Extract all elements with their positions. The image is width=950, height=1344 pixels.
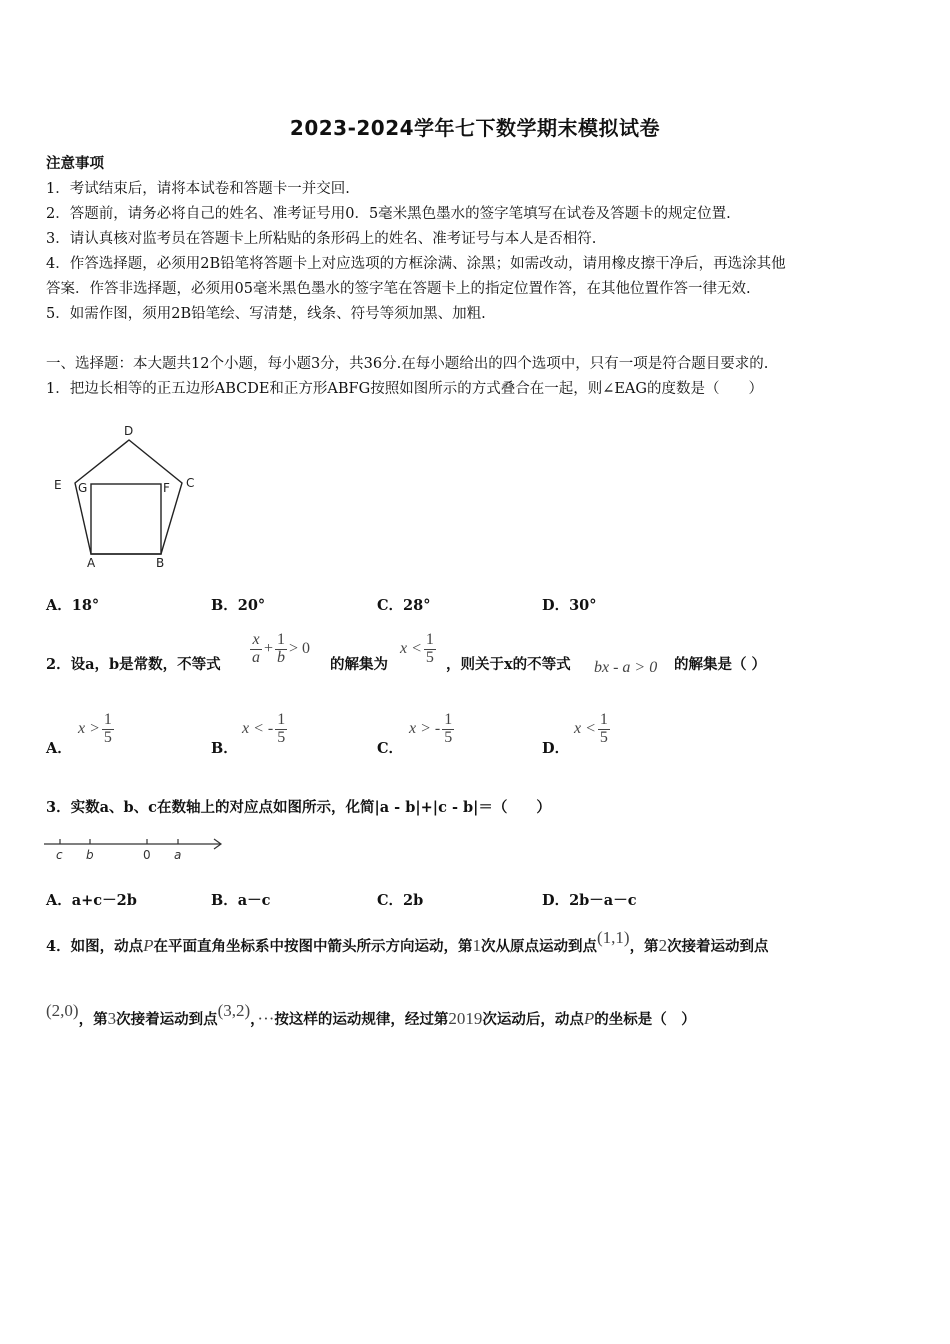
question-4-line-1: 4．如图，动点P在平面直角坐标系中按图中箭头所示方向运动，第1次从原点运动到点(1,1)，第2次接着运动到点 [46,928,769,955]
question-1-text: 1．把边长相等的正五边形ABCDE和正方形ABFG按照如图所示的方式叠合在一起，则∠EAG的度数是（ ） [46,381,763,397]
notice-heading: 注意事项 [46,155,104,172]
q2-inequality-2: bx - a > 0 [594,659,658,676]
q2-inequality-1: $\frac{x}{a}$ + $\frac{1}{b}$ > 0 [252,631,311,666]
q3-option-c: C．2b [377,892,424,909]
q3-option-b: B．a－c [211,892,271,909]
q2-option-c-label: C． [377,740,404,757]
question-4-line-2: (2,0)，第3次接着运动到点(3,2)，···按这样的运动规律，经过第2019次运动后，动点P的坐标是（ ） [46,1001,696,1028]
q2-option-a-expr: x > $\frac{1}{5}$ [78,711,112,746]
page-title: 2023-2024学年七下数学期末模拟试卷 [289,116,661,140]
question-3-text: 3．实数a、b、c在数轴上的对应点如图所示，化简|a - b|+|c - b|＝（ ） [46,799,551,816]
axis-label-a: a [174,848,182,862]
q1-option-b: B．20° [211,597,266,614]
q2-prefix: 2．设a，b是常数，不等式 [46,656,221,673]
notice-item: 1．考试结束后，请将本试卷和答题卡一并交回. [46,181,350,197]
axis-label-c: c [56,848,63,862]
q2-option-c-expr: x > - $\frac{1}{5}$ [409,711,453,746]
label-B: B [156,556,165,570]
q3-option-a: A．a+c－2b [46,892,137,909]
notice-item: 5．如需作图，须用2B铅笔绘、写清楚，线条、符号等须加黑、加粗. [46,306,486,322]
q2-solution-set: x < $\frac{1}{5}$ [400,631,434,666]
notice-item: 答案．作答非选择题，必须用05毫米黑色墨水的签字笔在答题卡上的指定位置作答，在其他位置作答一律无效. [46,281,751,297]
q2-suffix: 的解集是（ ） [674,656,767,673]
q2-option-b-label: B． [211,740,238,757]
axis-label-b: b [86,848,94,862]
q2-mid2: ，则关于x的不等式 [446,656,571,673]
q2-mid1: 的解集为 [330,656,388,673]
q3-option-d: D．2b－a－c [542,892,637,909]
axis-label-0: 0 [143,848,151,862]
q2-option-b-expr: x < - $\frac{1}{5}$ [242,711,286,746]
pentagon-square-figure [50,420,210,572]
notice-item: 2．答题前，请务必将自己的姓名、准考证号用0．5毫米黑色墨水的签字笔填写在试卷及答题卡的规定位置. [46,206,731,222]
q2-option-d-expr: x < $\frac{1}{5}$ [574,711,608,746]
q1-option-d: D．30° [542,597,597,614]
label-E: E [54,478,62,492]
notice-item: 3．请认真核对监考员在答题卡上所粘贴的条形码上的姓名、准考证号与本人是否相符. [46,231,597,247]
q1-option-a: A．18° [46,597,100,614]
q2-option-a-label: A． [46,740,72,757]
q2-option-d-label: D． [542,740,570,757]
square-shape [91,484,161,554]
label-A: A [87,556,96,570]
notice-item: 4．作答选择题，必须用2B铅笔将答题卡上对应选项的方框涂满、涂黑；如需改动，请用橡皮擦干净后，再选涂其他 [46,256,786,272]
label-C: C [186,476,195,490]
label-F: F [163,481,170,495]
q1-option-c: C．28° [377,597,431,614]
label-G: G [78,481,88,495]
number-line-figure [44,834,228,864]
section-heading: 一、选择题：本大题共12个小题，每小题3分，共36分.在每小题给出的四个选项中，只有一项是符合题目要求的. [46,356,769,372]
label-D: D [124,424,134,438]
